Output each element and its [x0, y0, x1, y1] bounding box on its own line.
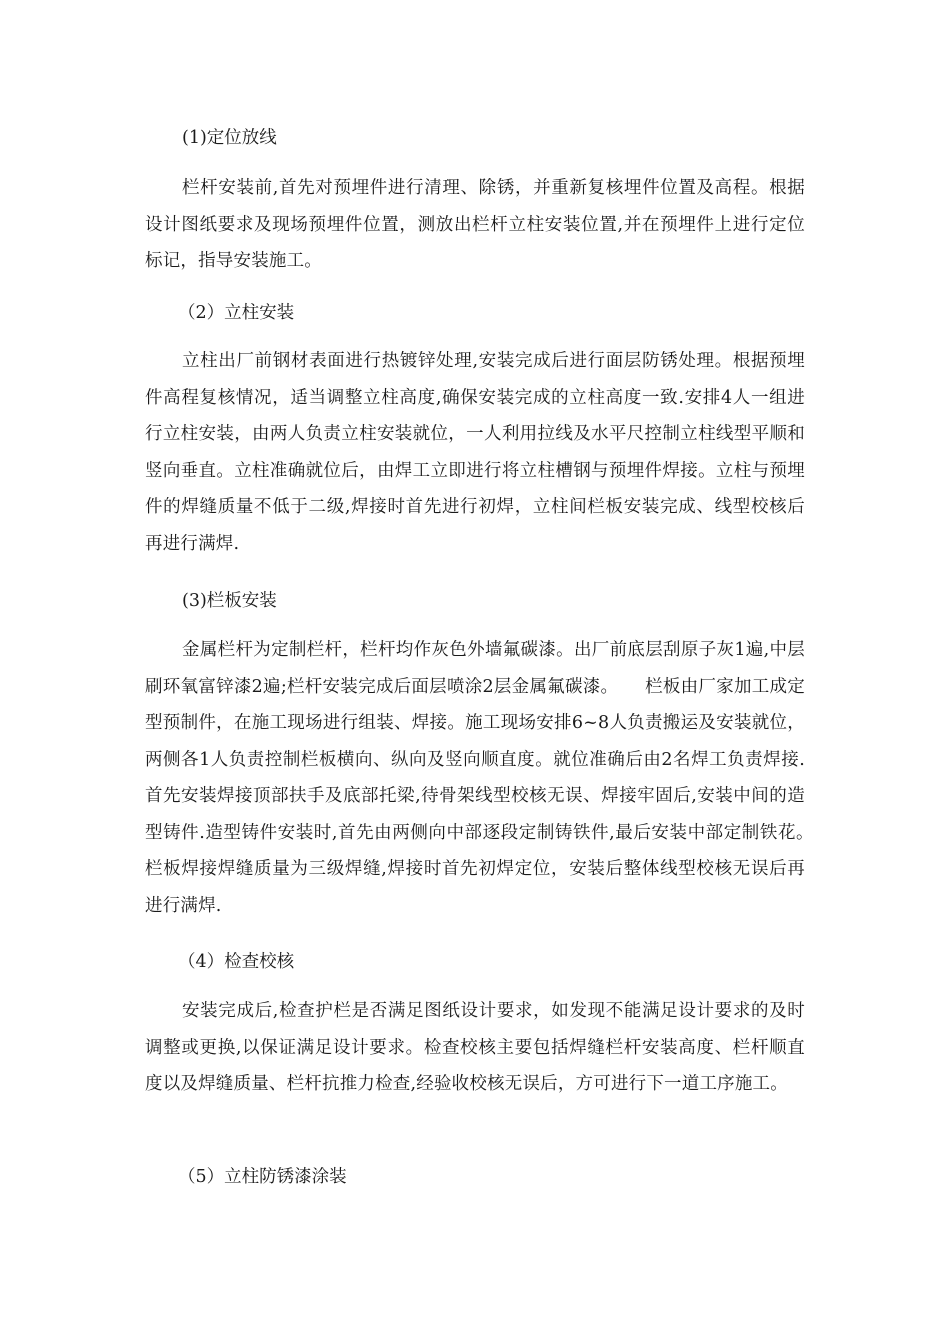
section-paragraph-1: 栏杆安装前,首先对预埋件进行清理、除锈，并重新复核埋件位置及高程。根据设计图纸要求及现场预埋件位置，测放出栏杆立柱安装位置,并在预埋件上进行定位标记，指导安装施工。 [145, 178, 805, 271]
section-heading-2: （2）立柱安装 [178, 303, 295, 323]
section-paragraph-3: 金属栏杆为定制栏杆，栏杆均作灰色外墙氟碳漆。出厂前底层刮原子灰1遍,中层刷环氧富锌漆2遍;栏杆安装完成后面层喷涂2层金属氟碳漆。 栏板由厂家加工成定型预制件，在施工现场进行组装、焊接。施工现场安排6~8人负责搬运及安装就位，两侧各1人负责控制栏板横向、纵向及竖向顺直度。就位准确后由2名焊工负责焊接.首先安装焊接顶部扶手及底部托梁,待骨架线型校核无误、焊接牢固后,安装中间的造型铸件.造型铸件安装时,首先由两侧向中部逐段定制铸铁件,最后安装中部定制铁花。 栏板焊接焊缝质量为三级焊缝,焊接时首先初焊定位，安装后整体线型校核无误后再进行满焊. [145, 640, 841, 916]
section-heading-3: (3)栏板安装 [182, 591, 277, 611]
section-heading-5: （5）立柱防锈漆涂装 [178, 1167, 347, 1187]
section-paragraph-4: 安装完成后,检查护栏是否满足图纸设计要求，如发现不能满足设计要求的及时调整或更换,以保证满足设计要求。检查校核主要包括焊缝栏杆安装高度、栏杆顺直度以及焊缝质量、栏杆抗推力检查,经验收校核无误后，方可进行下一道工序施工。 [145, 1001, 805, 1094]
section-paragraph-2: 立柱出厂前钢材表面进行热镀锌处理,安装完成后进行面层防锈处理。根据预埋件高程复核情况，适当调整立柱高度,确保安装完成的立柱高度一致.安排4人一组进行立柱安装，由两人负责立柱安装就位，一人利用拉线及水平尺控制立柱线型平顺和竖向垂直。立柱准确就位后，由焊工立即进行将立柱槽钢与预埋件焊接。立柱与预埋件的焊缝质量不低于二级,焊接时首先进行初焊，立柱间栏板安装完成、线型校核后再进行满焊. [145, 351, 805, 554]
section-heading-4: （4）检查校核 [178, 952, 295, 972]
section-heading-1: (1)定位放线 [182, 128, 277, 148]
